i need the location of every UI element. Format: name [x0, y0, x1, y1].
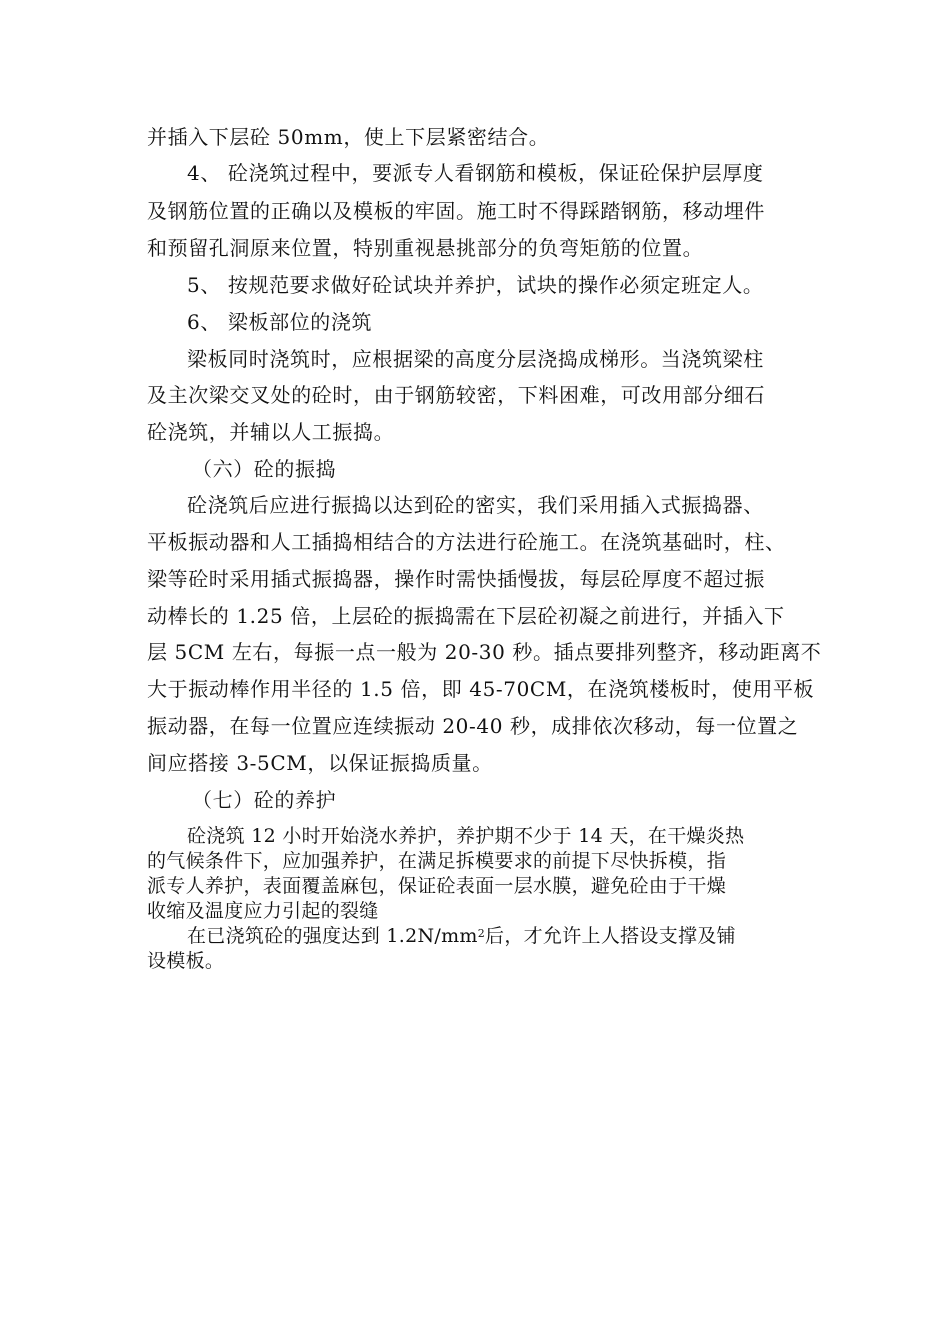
vibration-para-line-1: 砼浇筑后应进行振捣以达到砼的密实，我们采用插入式振捣器、	[187, 493, 764, 517]
beam-slab-para-line-1: 梁板同时浇筑时，应根据梁的高度分层浇捣成梯形。当浇筑梁柱	[187, 347, 764, 371]
squared-superscript: 2	[477, 927, 486, 940]
vibration-para-line-7: 振动器，在每一位置应连续振动 20-40 秒，成排依次移动，每一位置之	[147, 714, 799, 738]
strength-text-part-1: 在已浇筑砼的强度达到 1.2N/mm	[187, 925, 478, 947]
section-6-heading: （六）砼的振捣	[192, 457, 337, 481]
item-5-line: 5、 按规范要求做好砼试块并养护，试块的操作必须定班定人。	[187, 273, 764, 297]
beam-slab-para-line-2: 及主次梁交叉处的砼时，由于钢筋较密，下料困难，可改用部分细石	[147, 383, 765, 407]
strength-text-part-2: 后，才允许上人搭设支撑及铺	[485, 925, 736, 947]
vibration-para-line-5: 层 5CM 左右，每振一点一般为 20-30 秒。插点要排列整齐，移动距离不	[147, 640, 822, 664]
vibration-para-line-4: 动棒长的 1.25 倍，上层砼的振捣需在下层砼初凝之前进行，并插入下	[147, 604, 785, 628]
item-4-line-1: 4、 砼浇筑过程中，要派专人看钢筋和模板，保证砼保护层厚度	[187, 161, 764, 185]
curing-para-line-1: 砼浇筑 12 小时开始浇水养护，养护期不少于 14 天，在干燥炎热	[187, 825, 745, 847]
section-7-heading: （七）砼的养护	[192, 788, 337, 812]
text-line-1: 并插入下层砼 50mm，使上下层紧密结合。	[147, 125, 550, 149]
item-6-heading: 6、 梁板部位的浇筑	[187, 310, 373, 334]
beam-slab-para-line-3: 砼浇筑，并辅以人工振捣。	[147, 420, 395, 444]
vibration-para-line-8: 间应搭接 3-5CM，以保证振捣质量。	[147, 751, 493, 775]
vibration-para-line-3: 梁等砼时采用插式振捣器，操作时需快插慢拔，每层砼厚度不超过振	[147, 567, 765, 591]
vibration-para-line-2: 平板振动器和人工插捣相结合的方法进行砼施工。在浇筑基础时，柱、	[147, 530, 786, 554]
item-4-line-3: 和预留孔洞原来位置，特别重视悬挑部分的负弯矩筋的位置。	[147, 236, 704, 260]
vibration-para-line-6: 大于振动棒作用半径的 1.5 倍，即 45-70CM，在浇筑楼板时，使用平板	[147, 677, 815, 701]
item-4-line-2: 及钢筋位置的正确以及模板的牢固。施工时不得踩踏钢筋，移动埋件	[147, 199, 765, 223]
strength-para-line-2: 设模板。	[147, 950, 225, 972]
curing-para-line-3: 派专人养护，表面覆盖麻包，保证砼表面一层水膜，避免砼由于干燥	[147, 875, 727, 897]
curing-para-line-2: 的气候条件下，应加强养护，在满足拆模要求的前提下尽快拆模，指	[147, 850, 727, 872]
curing-para-line-4: 收缩及温度应力引起的裂缝	[147, 900, 379, 922]
strength-para-line-1	[187, 925, 736, 947]
